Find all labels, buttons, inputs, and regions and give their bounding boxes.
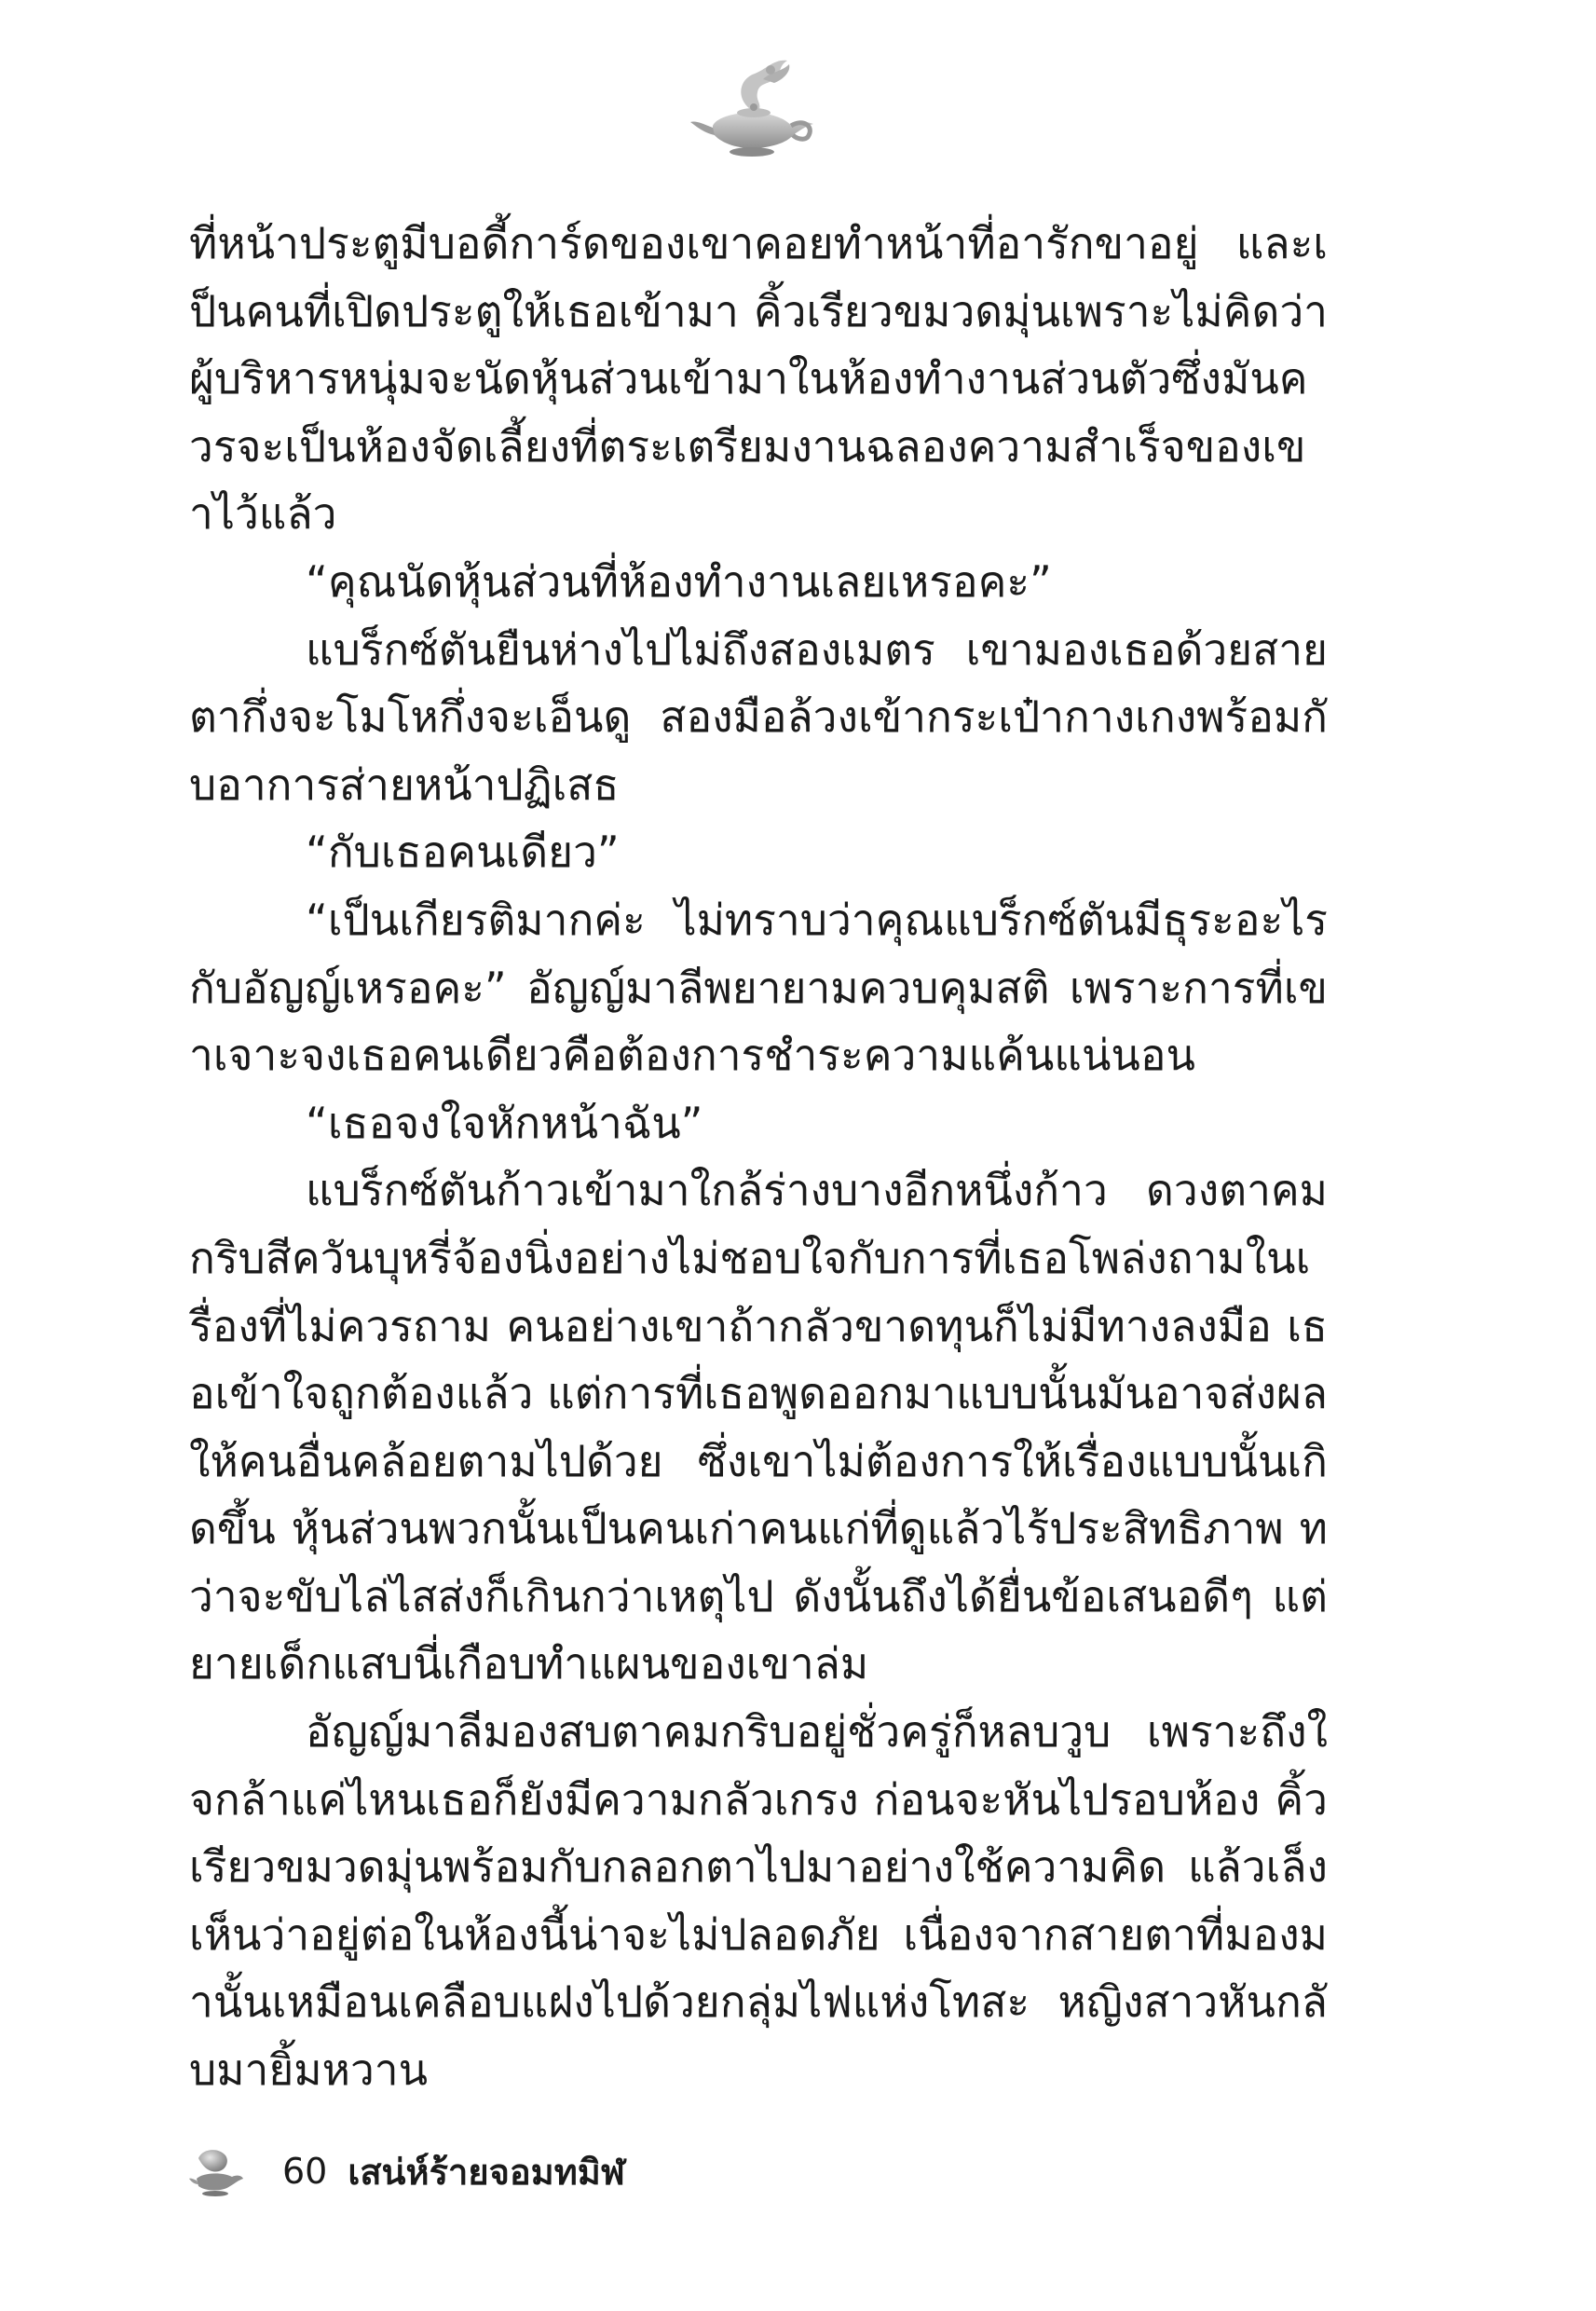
paragraph: “เธอจงใจหักหน้าฉัน” [306,1097,703,1148]
page-number: 60 [282,2151,328,2192]
paragraph: ที่หน้าประตูมีบอดี้การ์ดของเขาคอยทำหน้าที่อารักขาอยู่ และเป็นคนที่เปิดประตูให้เธอเข้ามา คิ้วเรียวขมวดมุ่นเพราะไม่คิดว่าผู้บริหารหนุ่มจะนัดหุ้นส่วนเข้ามาในห้องทำงานส่วนตัวซึ่งมันควรจะเป็นห้องจัดเลี้ยงที่ตระเตรียมงานฉลองความสำเร็จของเขาไว้แล้ว [189,218,1328,540]
paragraph: แบร็กซ์ตันยืนห่างไปไม่ถึงสองเมตร เขามองเธอด้วยสายตากึ่งจะโมโหกึ่งจะเอ็นดู สองมือล้วงเข้ากระเป๋ากางเกงพร้อมกับอาการส่ายหน้าปฏิเสธ [189,623,1328,810]
page-footer [189,2143,625,2199]
paragraph: “คุณนัดหุ้นส่วนที่ห้องทำงานเลยเหรอคะ” [306,555,1052,607]
paragraph: อัญญ์มาลีมองสบตาคมกริบอยู่ชั่วครู่ก็หลบวูบ เพราะถึงใจกล้าแค่ไหนเธอก็ยังมีความกลัวเกรง ก่อนจะหันไปรอบห้อง คิ้วเรียวขมวดมุ่นพร้อมกับกลอกตาไปมาอย่างใช้ความคิด แล้วเล็งเห็นว่าอยู่ต่อในห้องนี้น่าจะไม่ปลอดภัย เนื่องจากสายตาที่มองมานั้นเหมือนเคลือบแฝงไปด้วยกลุ่มไฟแห่งโทสะ หญิงสาวหันกลับมายิ้มหวาน [189,1706,1328,2096]
book-title: เสน่ห์ร้ายจอมทมิฬ [348,2151,625,2193]
genie-lamp-small-icon [189,2145,245,2197]
paragraph: “กับเธอคนเดียว” [306,827,620,878]
paragraph: แบร็กซ์ตันก้าวเข้ามาใกล้ร่างบางอีกหนึ่งก้าว ดวงตาคมกริบสีควันบุหรี่จ้องนิ่งอย่างไม่ชอบใจกับการที่เธอโพล่งถามในเรื่องที่ไม่ควรถาม คนอย่างเขาถ้ากลัวขาดทุนก็ไม่มีทางลงมือ เธอเข้าใจถูกต้องแล้ว แต่การที่เธอพูดออกมาแบบนั้นมันอาจส่งผลให้คนอื่นคล้อยตามไปด้วย ซึ่งเขาไม่ต้องการให้เรื่องแบบนั้นเกิดขึ้น หุ้นส่วนพวกนั้นเป็นคนเก่าคนแก่ที่ดูแล้วไร้ประสิทธิภาพ ทว่าจะขับไล่ไสส่งก็เกินกว่าเหตุไป ดังนั้นถึงได้ยื่นข้อเสนอดีๆ แต่ยายเด็กแสบนี่เกือบทำแผนของเขาล่ม [189,1165,1328,1689]
paragraph: “เป็นเกียรติมากค่ะ ไม่ทราบว่าคุณแบร็กซ์ตันมีธุระอะไรกับอัญญ์เหรอคะ” อัญญ์มาลีพยายามควบคุมสติ เพราะการที่เขาเจาะจงเธอคนเดียวคือต้องการชำระความแค้นแน่นอน [189,894,1328,1081]
genie-lamp-ornament-icon [685,51,825,163]
body-text [189,210,1328,2104]
